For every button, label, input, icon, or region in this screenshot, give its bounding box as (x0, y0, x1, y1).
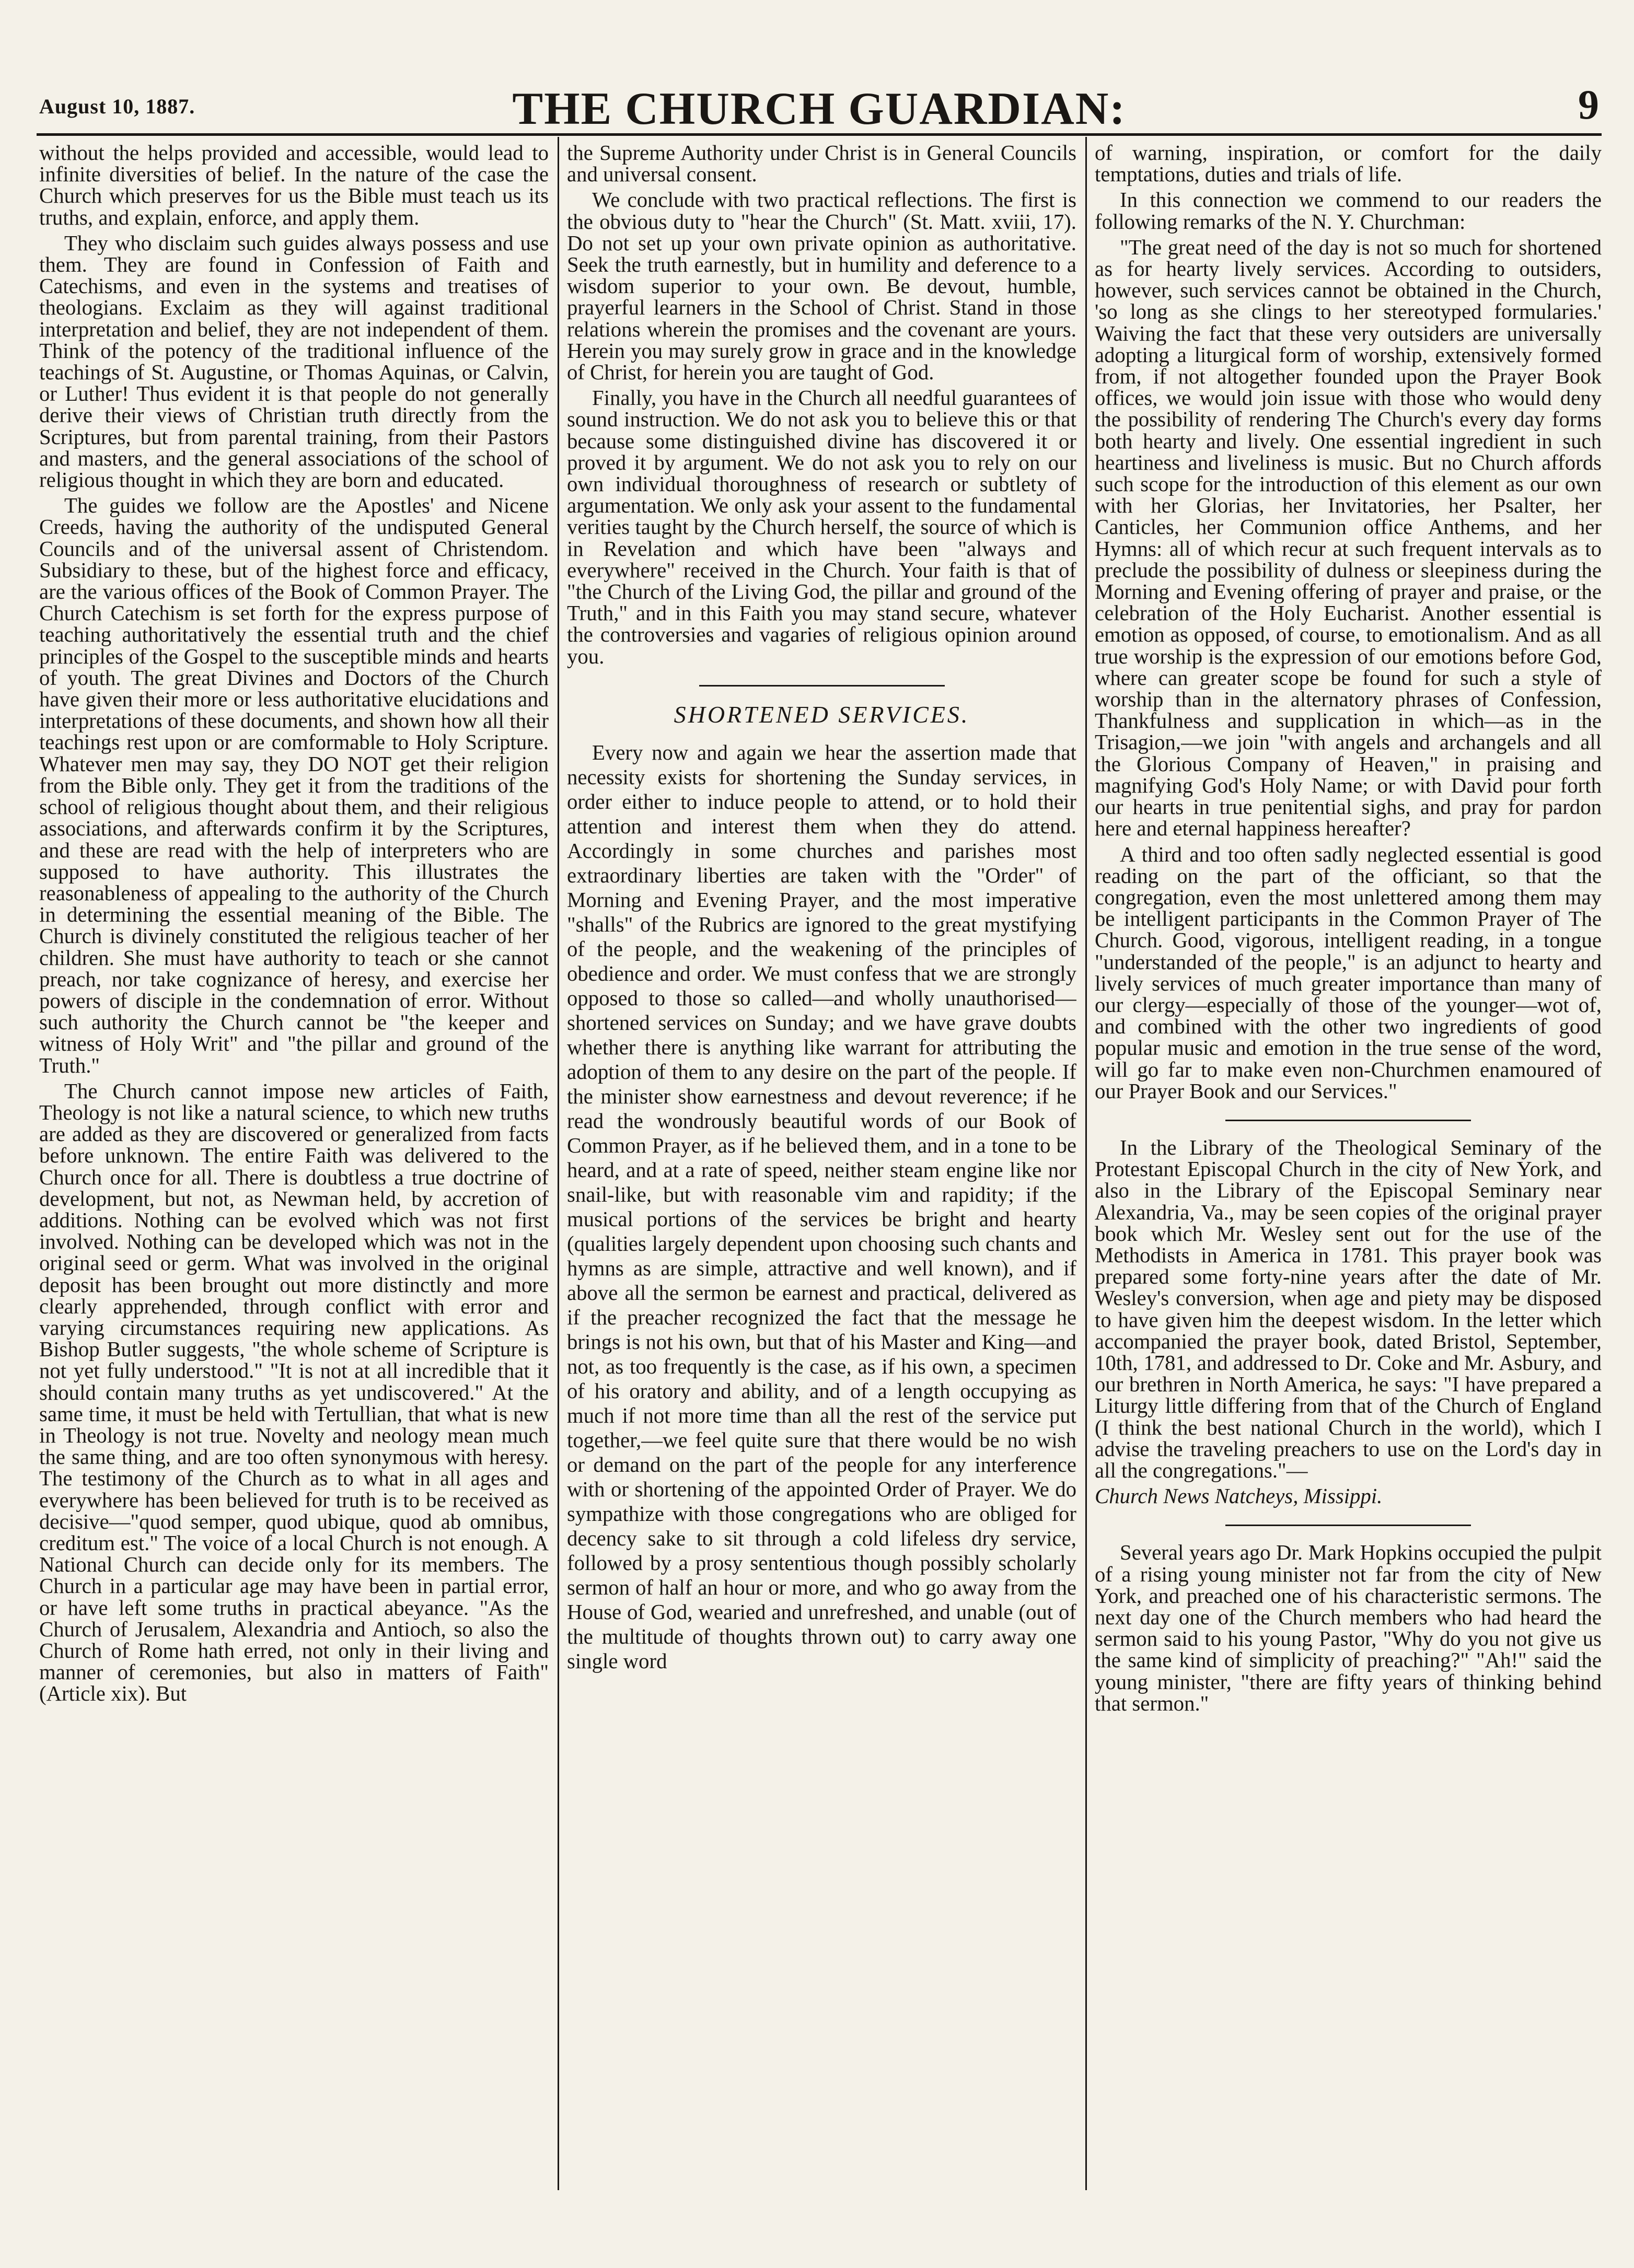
paragraph: Several years ago Dr. Mark Hopkins occupied the pulpit of a rising young minister not far from the city of New York, and preached one of his characteristic sermons. The next day one of the Church members who had heard the sermon said to his young Pastor, "Why do you not give us the same kind of simplicity of preaching?" "Ah!" said the young minister, "there are fifty years of thinking behind that sermon." (1095, 1541, 1602, 1715)
paragraph: The Church cannot impose new articles of Faith, Theology is not like a natural science, to which new truths are added as they are discovered or generalized from facts before unknown. The entire Faith was delivered to the Church once for all. There is doubtless a true doctrine of development, but not, as Newman held, by accretion of additions. Nothing can be evolved which was not first involved. Nothing can be developed which was not in the original seed or germ. What was involved in the original deposit has been brought out more distinctly and more clearly apprehended, through conflict with error and varying circumstances requiring new applications. As Bishop Butler suggests, "the whole scheme of Scripture is not yet fully understood." "It is not at all incredible that it should contain many truths as yet undiscovered." At the same time, it must be held with Tertullian, that what is new in Theology is not true. Novelty and neology mean much the same thing, and are too often synonymous with heresy. The testimony of the Church as to what in all ages and everywhere has been believed for truth is to be received as decisive—"quod semper, quod ubique, quod ab omnibus, creditum est." The voice of a local Church is not enough. A National Church can decide only for its members. The Church in a particular age may have been in partial error, or have left some truths in practical abeyance. "As the Church of Jerusalem, Alexandria and Antioch, so also the Church of Rome hath erred, not only in their living and manner of ceremonies, but also in matters of Faith" (Article xix). But (39, 1079, 549, 1706)
paragraph: Every now and again we hear the assertion made that necessity exists for shortening the Sunday services, in order either to induce people to attend, or to hold their attention and interest them when they do attend. Accordingly in some churches and parishes most extraordinary liberties are taken with the "Order" of Morning and Evening Prayer, and the most imperative "shalls" of the Rubrics are ignored to the great mystifying of the people, and the weakening of the principles of obedience and order. We must confess that we are strongly opposed to those so called—and wholly unauthorised—shortened services on Sunday; and we have grave doubts whether there is anything like warrant for attributing the adoption of them to any desire on the part of the people. If the minister show earnestness and devout reverence; if he read the wondrously beautiful words of our Book of Common Prayer, as if he believed them, and in a tone to be heard, and at a rate of speed, neither steam engine like nor snail-like, but with reasonable vim and rapidity; if the musical portions of the services be bright and hearty (qualities largely dependent upon choosing such chants and hymns as are simple, attractive and well known), and if above all the sermon be earnest and practical, delivered as if the preacher recognized the fact that the message he brings is not his own, but that of his Master and King—and not, as too frequently is the case, as if his own, a specimen of his oratory and ability, and of a length occupying as much if not more time than all the rest of the service put together,—we feel quite sure that there would be no wish or demand on the part of the people for any interference with or shortening of the appointed Order of Prayer. We do sympathize with those congregations who are obliged for decency sake to sit through a cold lifeless dry service, followed by a prosy sententious though possibly scholarly sermon of half an hour or more, and who go away from the House of God, wearied and unrefreshed, and unable (out of the multitude of thoughts thrown out) to carry away one single word (567, 740, 1076, 1673)
source-attribution: Church News Natcheys, Missippi. (1095, 1484, 1383, 1508)
header-rule (37, 133, 1602, 139)
quotation-paragraph: "The great need of the day is not so much for shortened as for hearty lively services. According to outsiders, however, such services cannot be obtained in the Church, 'so long as she clings to her stereotyped formularies.' Waiving the fact that these very outsiders are universally adopting a liturgical form of worship, extensively formed from, if not altogether founded upon the Prayer Book offices, we would join issue with those who would deny the possibility of rendering The Church's every day forms both hearty and lively. One essential ingredient in such heartiness and liveliness is music. But no Church affords such scope for the introduction of this element as our own with her Glorias, her Invitatories, her Psalter, her Canticles, her Communion office Anthems, and her Hymns: all of which recur at such frequent intervals as to preclude the possibility of dulness or sleepiness during the Morning and Evening offering of prayer and praise, or the celebration of the Holy Eucharist. Another essential is emotion as opposed, of course, to emotionalism. And as all true worship is the expression of our emotions before God, where can greater scope be found for such a style of worship than in the alternatory phrases of Confession, Thankfulness and supplication in which—as in the Trisagion,—we join "with angels and archangels and all the Glorious Company of Heaven," in praising and magnifying God's Holy Name; or with David pour forth our hearts in true penitential sighs, and pray for pardon here and eternal happiness hereafter? (1095, 235, 1602, 841)
paragraph: the Supreme Authority under Christ is in General Councils and universal consent. (567, 142, 1076, 187)
section-divider (699, 685, 945, 687)
paragraph: We conclude with two practical reflections. The first is the obvious duty to "hear the Church" (St. Matt. xviii, 17). Do not set up your own private opinion as authoritative. Seek the truth earnestly, but in humility and deference to a wisdom superior to your own. Be devout, humble, prayerful learners in the School of Christ. Stand in those relations wherein the promises and the covenant are yours. Herein you may surely grow in grace and in the knowledge of Christ, for herein you are taught of God. (567, 188, 1076, 385)
page-number: 9 (1578, 82, 1599, 128)
paragraph: In the Library of the Theological Seminary of the Protestant Episcopal Church in the city of New York, and also in the Library of the Episcopal Seminary near Alexandria, Va., may be seen copies of the original prayer book which Mr. Wesley sent out for the use of the Methodists in America in 1781. This prayer book was prepared some forty-nine years after the date of Mr. Wesley's conversion, when age and piety may be disposed to have given him the deepest wisdom. In the letter which accompanied the prayer book, dated Bristol, September, 10th, 1781, and addressed to Dr. Coke and Mr. Asbury, and our brethren in North America, he says: "I have prepared a Liturgy little differing from that of the Church of England (I think the best national Church in the world), which I advise the traveling preachers to use on the Lord's day in all the congregations."— (1095, 1135, 1602, 1482)
issue-date: August 10, 1887. (39, 95, 195, 118)
section-divider (1225, 1525, 1471, 1526)
column-divider (1085, 137, 1087, 2190)
paragraph: In this connection we commend to our readers the following remarks of the N. Y. Churchman: (1095, 188, 1602, 234)
column-2 (567, 142, 1076, 2190)
column-3 (1095, 142, 1602, 2190)
paragraph: without the helps provided and accessible, would lead to infinite diversities of belief. In the nature of the case the Church which preserves for us the Bible must teach us its truths, and explain, enforce, and apply them. (39, 142, 549, 229)
newspaper-title: THE CHURCH GUARDIAN: (512, 84, 1126, 134)
article-continuation (567, 142, 1076, 667)
column-1 (39, 142, 549, 2190)
quotation-paragraph: A third and too often sadly neglected essential is good reading on the part of the officiant, so that the congregation, even the most unlettered among them may be intelligent participants in the Common Prayer of The Church. Good, vigorous, intelligent reading, in a tongue "understanded of the people," is an adjunct to hearty and lively services of much greater importance than many of our clergy—especially of those of the younger—wot of, and combined with the other two ingredients of good popular music and emotion in the true sense of the word, will go far to make even non-Churchmen enamoured of our Prayer Book and our Services." (1095, 842, 1602, 1103)
paragraph: Finally, you have in the Church all needful guarantees of sound instruction. We do not ask you to believe this or that because some distinguished divine has discovered it or proved it by argument. We do not ask you to rely on our own individual thoroughness of research or subtlety of argumentation. We only ask your assent to the fundamental verities taught by the Church herself, the source of which is in Revelation and which have been "always and everywhere" received in the Church. Your faith is that of "the Church of the Living God, the pillar and ground of the Truth," and in this Faith you may stand secure, whatever the controversies and vagaries of religious opinion around you. (567, 386, 1076, 668)
column-divider (558, 137, 559, 2190)
paragraph: of warning, inspiration, or comfort for the daily temptations, duties and trials of life. (1095, 142, 1602, 187)
paragraph: The guides we follow are the Apostles' and Nicene Creeds, having the authority of the undisputed General Councils and of the universal assent of Christendom. Subsidiary to these, but of the highest force and efficacy, are the various offices of the Book of Common Prayer. The Church Catechism is set forth for the express purpose of teaching authoritatively the essential truth and the chief principles of the Gospel to the susceptible minds and hearts of youth. The great Divines and Doctors of the Church have given their more or less authoritative elucidations and interpretations of these documents, and shown how all their teachings rest upon or are comformable to Holy Scripture. Whatever men may say, they DO NOT get their religion from the Bible only. They get it from the traditions of the school of religious thought about them, and their religious associations, and afterwards confirm it by the Scriptures, and these are read with the help of interpreters who are supposed to have authority. This illustrates the reasonableness of appealing to the authority of the Church in determining the essential meaning of the Bible. The Church is divinely constituted the religious teacher of her children. She must have authority to teach or she cannot preach, nor take cognizance of heresy, and exercise her powers of disciple in the condemnation of error. Without such authority the Church cannot be "the keeper and witness of Holy Writ" and "the pillar and ground of the Truth." (39, 494, 549, 1077)
section-divider (1225, 1120, 1471, 1121)
paragraph: They who disclaim such guides always possess and use them. They are found in Confession of Faith and Catechisms, and even in the systems and treatises of theologians. Exclaim as they will against traditional interpretation and belief, they are not independent of them. Think of the potency of the traditional influence of the teachings of St. Augustine, or Thomas Aquinas, or Calvin, or Luther! Thus evident it is that people do not generally derive their views of Christian truth directly from the Scriptures, but from parental training, from their Pastors and masters, and the general associations of the school of religious thought in which they are born and educated. (39, 231, 549, 492)
article-heading: SHORTENED SERVICES. (674, 701, 970, 728)
masthead (39, 78, 1599, 136)
